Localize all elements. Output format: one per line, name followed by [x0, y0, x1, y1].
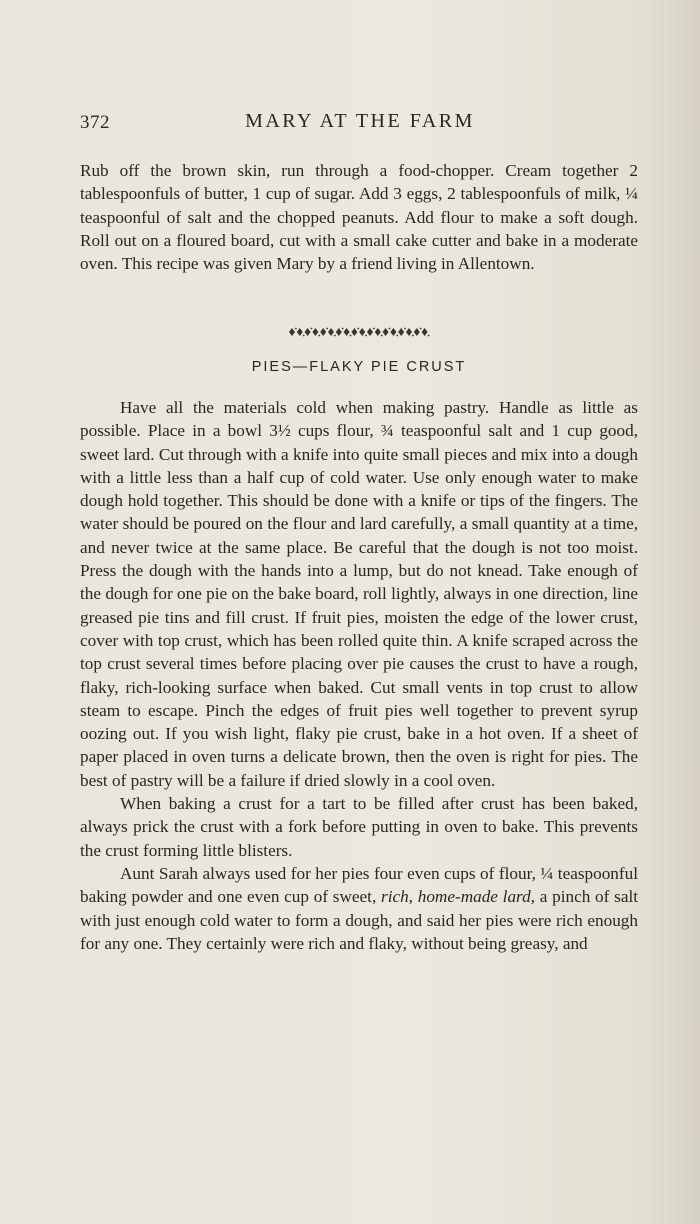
ornament-dot — [342, 328, 344, 330]
ornament-dot — [357, 328, 359, 330]
ornament-dot — [365, 335, 367, 337]
ornament-dot — [396, 335, 398, 337]
ornament-diamond — [297, 328, 303, 336]
ornament-dot — [350, 335, 352, 337]
ornament-diamond — [328, 328, 334, 336]
ornament-dot — [295, 328, 297, 330]
ornament-dot — [311, 328, 313, 330]
body-paragraph: Have all the materials cold when making pastry. Handle as little as possible. Place in a bowl 3½ cups flour, ¾ teaspoonful salt and 1 cup good, sweet lard. Cut through with a knife into quite small pieces and mix into a dough with a little less than a half cup of cold water. Use only enough water to make dough hold together. This should be done with a knife or tips of the fingers. The water should be poured on the flour and lard carefully, a small quantity at a time, and never twice at the same place. Be careful that the dough is not too moist. Press the dough with the hands into a lump, but do not knead. Take enough of the dough for one pie on the bake board, roll lightly, always in one direction, line greased pie tins and fill crust. If fruit pies, moisten the edge of the lower crust, cover with top crust, which has been rolled quite thin. A knife scraped across the top crust several times before placing over pie causes the crust to have a rough, flaky, rich-looking surface when baked. Cut small vents in top crust to allow steam to escape. Pinch the edges of fruit pies well together to prevent syrup oozing out. If you wish light, flaky pie crust, bake in a hot oven. If a sheet of paper placed in oven turns a delicate brown, then the oven is right for pies. The best of pastry will be a failure if dried slowly in a cool oven. — [80, 398, 638, 790]
ornament-diamond — [289, 328, 295, 336]
ornament-diamond — [383, 328, 389, 336]
ornament-diamond — [305, 328, 311, 336]
ornament-diamond — [398, 328, 404, 336]
body-paragraph — [80, 862, 638, 955]
ornament-diamond — [344, 328, 350, 336]
ornament-dot — [389, 328, 391, 330]
ornament-divider — [288, 325, 430, 339]
ornament-diamond — [390, 328, 396, 336]
ornament-diamond — [320, 328, 326, 336]
ornament-diamond — [351, 328, 357, 336]
ornament-diamond — [414, 328, 420, 336]
ornament-diamond — [367, 328, 373, 336]
ornament-dot — [412, 335, 414, 337]
body-text — [80, 396, 638, 955]
italic-phrase: rich, home-made lard, — [381, 887, 535, 907]
ornament-diamond — [375, 328, 381, 336]
ornament-dot — [404, 328, 406, 330]
section-heading: PIES—FLAKY PIE CRUST — [251, 359, 467, 375]
ornament-dot — [318, 335, 320, 337]
ornament-dot — [326, 328, 328, 330]
ornament-diamond — [312, 328, 318, 336]
body-text-span: Aunt Sarah always used for her pies four even cups of flour, ¼ teaspoonful baking powder and one even cup of sweet, — [80, 863, 638, 907]
ornament-diamond — [359, 328, 365, 336]
ornament-dot — [381, 335, 383, 337]
page-header — [80, 108, 640, 138]
ornament-dot — [373, 328, 375, 330]
ornament-dot — [428, 335, 430, 337]
ornament-dot — [420, 328, 422, 330]
body-text-span: a pinch of salt with just enough cold water to form a dough, and said her pies were rich enough for any one. They certainly were rich and flaky, without being greasy, and — [80, 887, 638, 953]
ornament-diamond — [422, 328, 428, 336]
body-paragraph: When baking a crust for a tart to be filled after crust has been baked, always prick the crust with a fork before putting in oven to bake. This prevents the crust forming little blisters. — [80, 794, 638, 860]
ornament-diamond — [336, 328, 342, 336]
running-head: MARY AT THE FARM — [245, 110, 475, 132]
ornament-diamond — [406, 328, 412, 336]
ornament-dot — [303, 335, 305, 337]
page-number: 372 — [80, 112, 110, 133]
ornament-dot — [334, 335, 336, 337]
intro-paragraph: Rub off the brown skin, run through a food-chopper. Cream together 2 tablespoonfuls of butter, 1 cup of sugar. Add 3 eggs, 2 tablespoonfuls of milk, ¼ teaspoonful of salt and the chopped peanuts. Add flour to make a soft dough. Roll out on a floured board, cut with a small cake cutter and bake in a moderate oven. This recipe was given Mary by a friend living in Allentown. — [80, 161, 638, 274]
intro-paragraph-block — [80, 159, 638, 275]
